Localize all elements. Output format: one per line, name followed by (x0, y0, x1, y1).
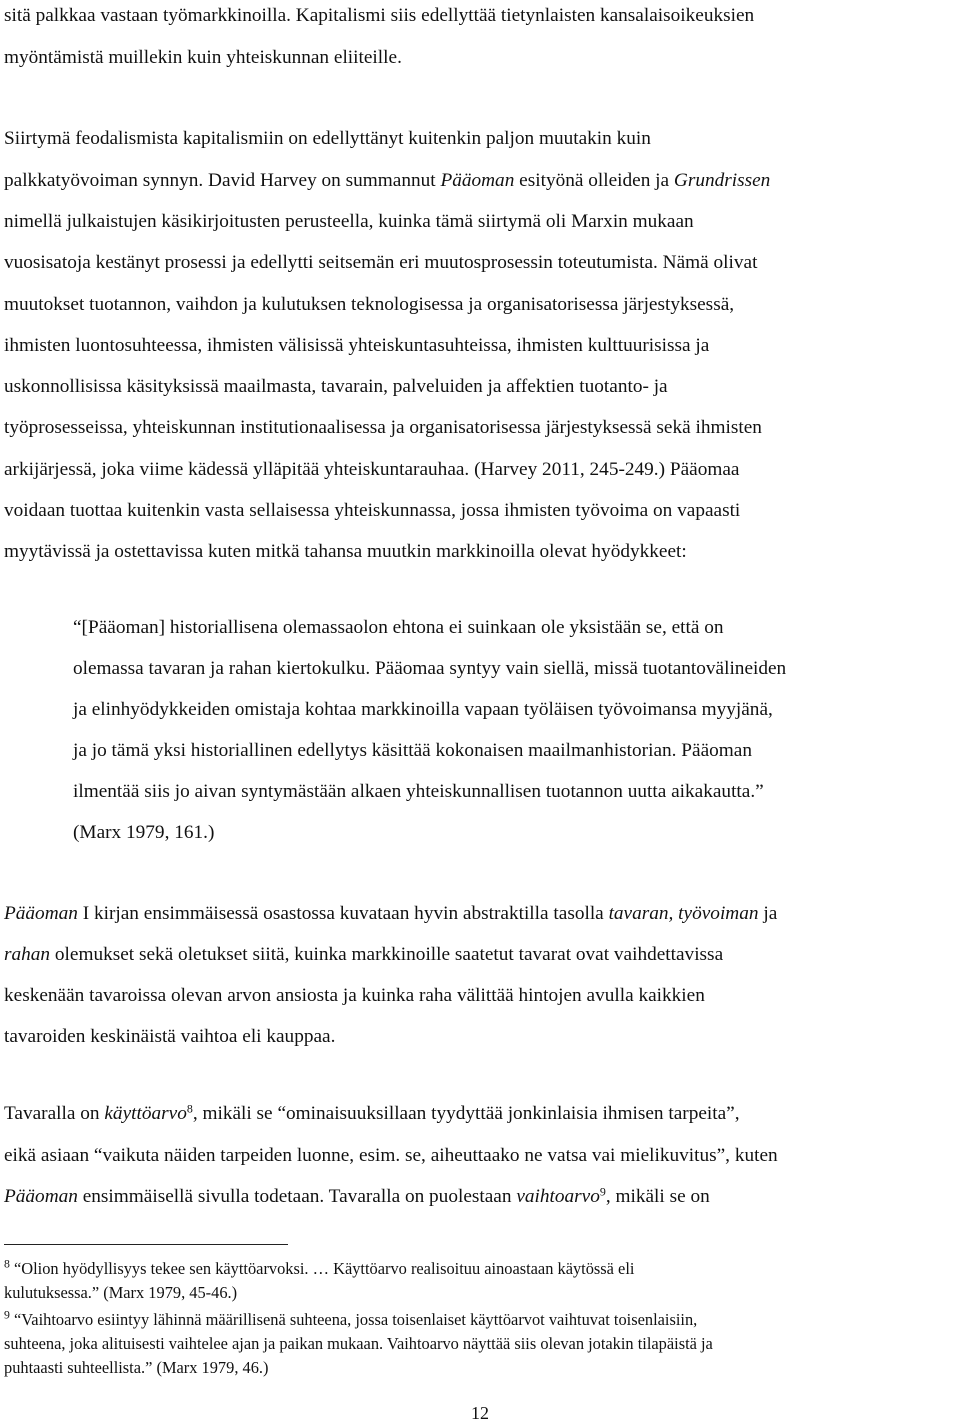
text-line (4, 169, 770, 193)
footnote-ref[interactable]: 8 (186, 1101, 193, 1116)
text-line: myytävissä ja ostettavissa kuten mitkä tahansa muutkin markkinoilla olevat hyödykkeet: (4, 541, 687, 562)
footnote-number: 9 (4, 1307, 10, 1322)
quote-citation: (Marx 1979, 161.) (73, 822, 215, 843)
text-line: sitä palkkaa vastaan työmarkkinoilla. Kapitalismi siis edellyttää tietynlaisten kansalaisoikeuksien (4, 5, 755, 26)
footnote-9 (4, 1307, 698, 1330)
text-line: vuosisatoja kestänyt prosessi ja edellytti seitsemän eri muutosprosessin toteutumista. Nämä olivat (4, 252, 758, 273)
text-line: nimellä julkaistujen käsikirjoitusten perusteella, kuinka tämä siirtymä oli Marxin mukaan (4, 211, 694, 232)
page-number: 12 (471, 1403, 489, 1423)
text-run: ja (758, 903, 778, 924)
quote-line: ilmentää siis jo aivan syntymästään alkaen yhteiskunnallisen tuotannon uutta aikakautta.” (73, 781, 764, 802)
text-line: työprosesseissa, yhteiskunnan institutionaalisessa ja organisatorisessa järjestyksessä sekä ihmisten (4, 417, 762, 438)
text-line: Siirtymä feodalismista kapitalismiin on edellyttänyt kuitenkin paljon muutakin kuin (4, 128, 651, 149)
text-run: Tavaralla on (4, 1103, 105, 1124)
footnote-number: 8 (4, 1256, 10, 1271)
text-run: I kirjan ensimmäisessä osastossa kuvataan hyvin abstraktilla tasolla (77, 903, 609, 924)
italic-title: Pääoman (4, 903, 78, 924)
text-run: palkkatyövoiman synnyn. David Harvey on summannut (4, 170, 441, 191)
footnote-text: “Vaihtoarvo esiintyy lähinnä määrillisenä suhteena, jossa toisenlaiset käyttöarvot vaihtuvat toisenlaisiin, (9, 1310, 698, 1329)
italic-term: vaihtoarvo (516, 1186, 600, 1207)
text-line: voidaan tuottaa kuitenkin vasta sellaisessa yhteiskunnassa, jossa ihmisten työvoima on vapaasti (4, 500, 741, 521)
footnote-separator (4, 1244, 288, 1245)
footnote-8-cont: kulutuksessa.” (Marx 1979, 45-46.) (4, 1283, 238, 1302)
footnote-ref[interactable]: 9 (599, 1184, 606, 1199)
text-run: ensimmäisellä sivulla todetaan. Tavaralla on puolestaan (77, 1186, 517, 1207)
text-line: muutokset tuotannon, vaihdon ja kulutuksen teknologisessa ja organisatorisessa järjestyksessä, (4, 294, 735, 315)
quote-line: olemassa tavaran ja rahan kiertokulku. Pääomaa syntyy vain siellä, missä tuotantovälineiden (73, 658, 787, 679)
text-line (4, 902, 777, 926)
text-line (4, 943, 723, 967)
footnote-text: “Olion hyödyllisyys tekee sen käyttöarvoksi. … Käyttöarvo realisoituu ainoastaan käytössä eli (9, 1259, 635, 1278)
text-line (4, 1185, 710, 1209)
quote-line: “[Pääoman] historiallisena olemassaolon ehtona ei suinkaan ole yksistään se, että on (73, 617, 724, 638)
italic-title: Grundrissen (673, 170, 771, 191)
text-line: tavaroiden keskinäistä vaihtoa eli kauppaa. (4, 1026, 336, 1047)
italic-title: Pääoman (4, 1186, 78, 1207)
footnote-8 (4, 1256, 635, 1279)
italic-term: käyttöarvo (104, 1103, 187, 1124)
text-line: myöntämistä muillekin kuin yhteiskunnan eliiteille. (4, 47, 402, 68)
quote-line: ja jo tämä yksi historiallinen edellytys käsittää kokonaisen maailmanhistorian. Pääoman (73, 740, 752, 761)
text-line: keskenään tavaroissa olevan arvon ansiosta ja kuinka raha välittää hintojen avulla kaikkien (4, 985, 705, 1006)
text-line (4, 1102, 740, 1126)
text-line: eikä asiaan “vaikuta näiden tarpeiden luonne, esim. se, aiheuttaako ne vatsa vai mielikuvitus”, kuten (4, 1145, 778, 1166)
italic-term: tavaran, työvoiman (608, 903, 759, 924)
footnote-9-cont: suhteena, joka alituisesti vaihtelee ajan ja paikan mukaan. Vaihtoarvo näyttää siis olevan jotakin tilapäistä ja (4, 1334, 713, 1353)
italic-term: rahan (4, 944, 51, 965)
text-run: , mikäli se “ominaisuuksillaan tyydyttää jonkinlaisia ihmisen tarpeita”, (192, 1103, 740, 1124)
footnote-9-cont: puhtaasti suhteellista.” (Marx 1979, 46.) (4, 1358, 269, 1377)
quote-line: ja elinhyödykkeiden omistaja kohtaa markkinoilla vapaan työläisen työvoimansa myyjänä, (73, 699, 773, 720)
text-run: , mikäli se on (605, 1186, 710, 1207)
text-run: esityönä olleiden ja (514, 170, 674, 191)
italic-title: Pääoman (440, 170, 515, 191)
text-run: olemukset sekä oletukset siitä, kuinka markkinoille saatetut tavarat ovat vaihdettavissa (50, 944, 724, 965)
text-line: arkijärjessä, joka viime kädessä ylläpitää yhteiskuntarauhaa. (Harvey 2011, 245-249.) Pääomaa (4, 459, 740, 480)
text-line: ihmisten luontosuhteessa, ihmisten välisissä yhteiskuntasuhteissa, ihmisten kulttuurisissa ja (4, 335, 710, 356)
text-line: uskonnollisissa käsityksissä maailmasta, tavarain, palveluiden ja affektien tuotanto- ja (4, 376, 668, 397)
